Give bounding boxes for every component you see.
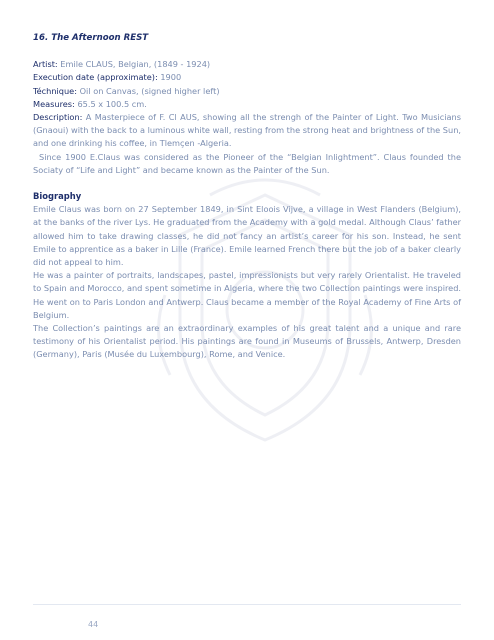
description-paragraph-2: Since 1900 E.Claus was considered as the Pioneer of the “Belgian Inlightment”. Claus founded the Sociaty of “Life and Light” and became known as the Painter of the Sun.	[33, 151, 461, 175]
description-paragraph	[33, 111, 461, 151]
artist-line	[33, 58, 461, 71]
date-line	[33, 71, 461, 84]
description-text: A Masterpiece of F. Cl AUS, showing all the strengh of the Painter of Light. Two Musicians (Gnaoui) with the back to a luminous white wall, resting from the strong heat and brightness of the Sun, and one drinking his coffee, in Tlemçen -Algeria.	[33, 112, 461, 149]
biography-heading: Biography	[33, 191, 82, 202]
measures-value: 65.5 x 100.5 cm.	[77, 98, 147, 109]
biography-paragraph: The Collection’s paintings are an extraordinary examples of his great talent and a unique and rare testimony of his Orientalist period. His paintings are found in Museums of Brussels, Antwerp, Dresden (Germany), Paris (Musée du Luxembourg), Rome, and Venice.	[33, 323, 461, 360]
page-number: 44	[88, 620, 99, 629]
measures-line	[33, 98, 461, 111]
description-label: Description:	[33, 112, 83, 123]
document-body	[33, 32, 461, 362]
artwork-title: 16. The Afternoon REST	[33, 33, 149, 43]
biography-paragraph: Emile Claus was born on 27 September 1849, in Sint Eloois Vijve, a village in West Flanders (Belgium), at the banks of the river Lys. He graduated from the Academy with a gold medal. Although Claus’ father allowed him to take drawing classes, he did not fancy an artist’s career for his son. Instead, he sent Emile to apprentice as a baker in Lille (France). Emile learned French there but the job of a baker clearly did not appeal to him.	[33, 204, 461, 268]
technique-label: Téchnique:	[33, 85, 77, 96]
date-value: 1900	[160, 72, 182, 83]
measures-label: Measures:	[33, 98, 75, 109]
footer-divider	[33, 604, 461, 605]
biography-paragraph: He was a painter of portraits, landscapes, pastel, impressionists but very rarely Orientalist. He traveled to Spain and Morocco, and spent sometime in Algeria, where the two Collection paintings were inspired. He went on to Paris London and Antwerp. Claus became a member of the Royal Academy of Fine Arts of Belgium.	[33, 270, 461, 320]
date-label: Execution date (approximate):	[33, 72, 158, 83]
technique-value: Oil on Canvas, (signed higher left)	[79, 85, 220, 96]
artist-value: Emile CLAUS, Belgian, (1849 - 1924)	[60, 59, 211, 70]
artist-label: Artist:	[33, 59, 58, 70]
technique-line	[33, 85, 461, 98]
